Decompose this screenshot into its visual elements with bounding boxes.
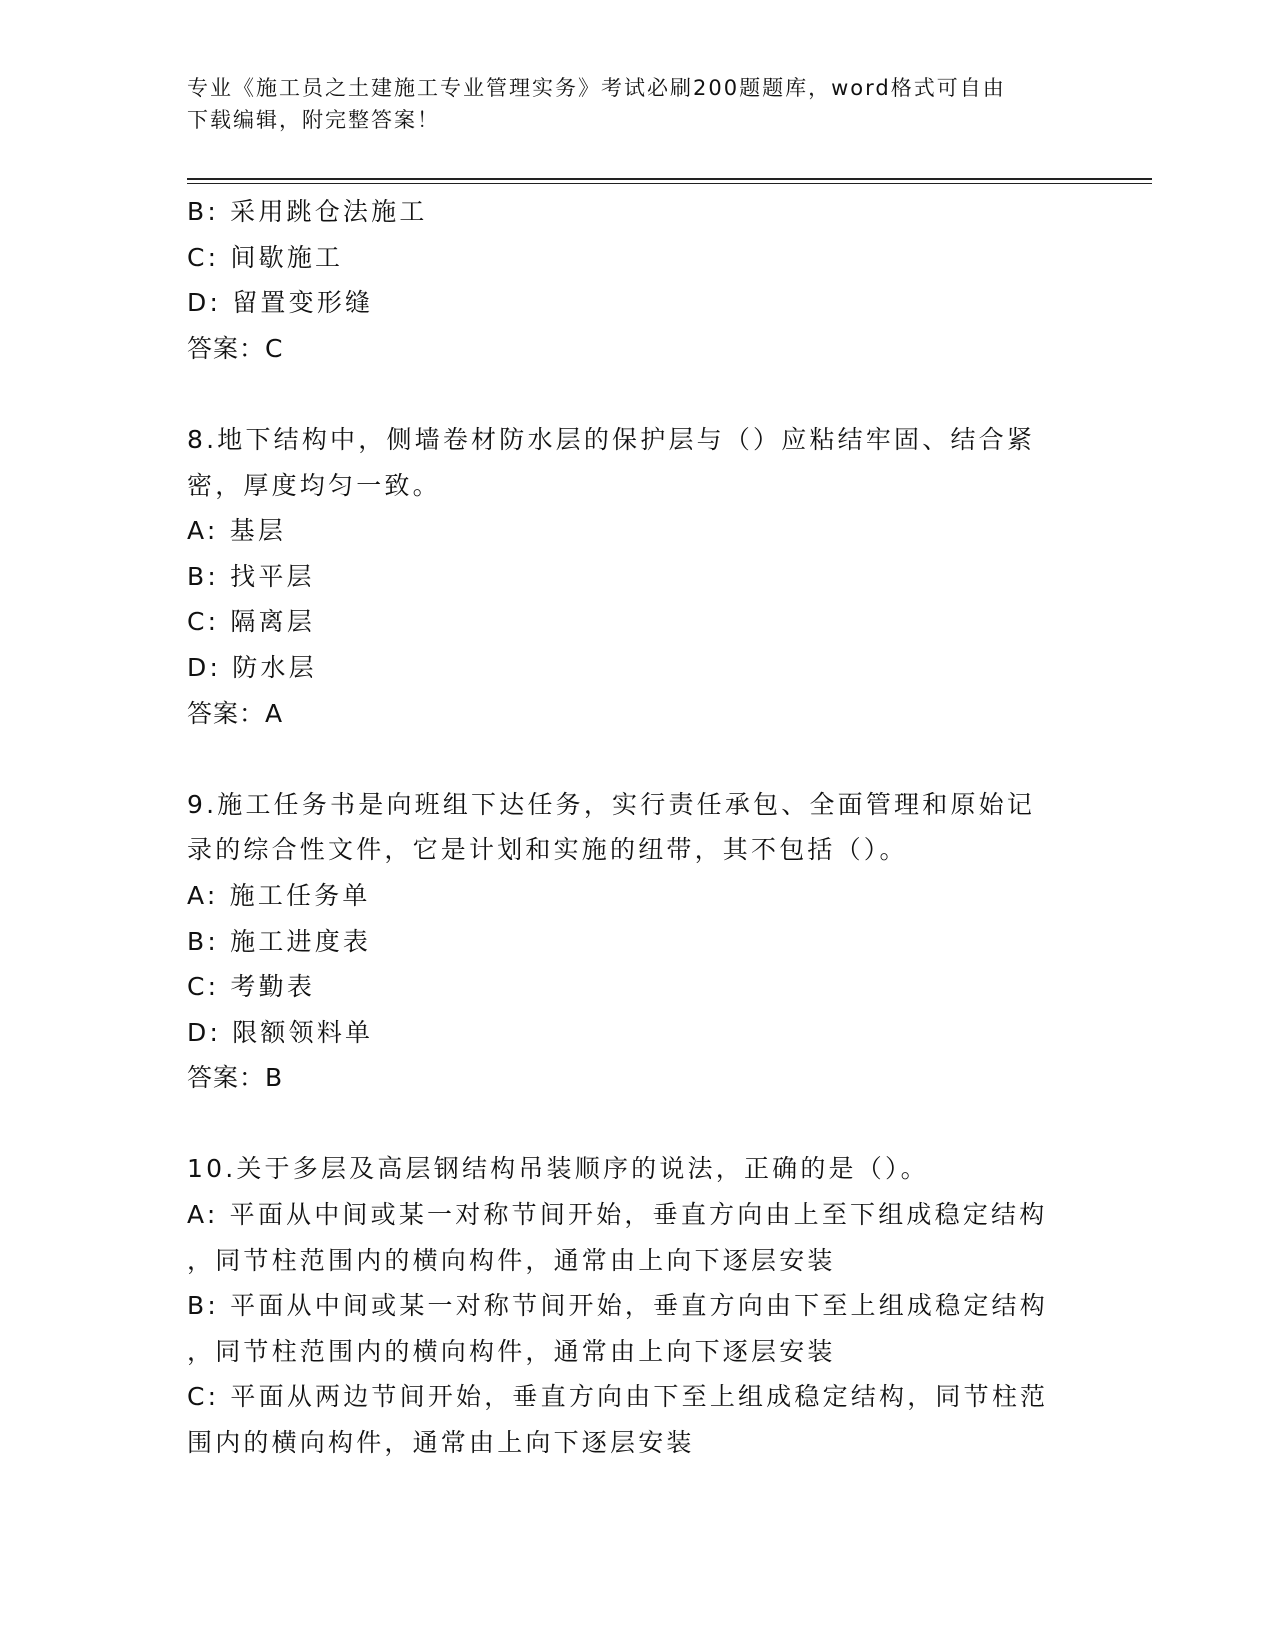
option-b: B: 施工进度表 (187, 926, 372, 956)
option-b-line-2: ，同节柱范围内的横向构件，通常由上向下逐层安装 (187, 1336, 836, 1366)
option-a-line-1: A: 平面从中间或某一对称节间开始，垂直方向由上至下组成稳定结构 (187, 1200, 1048, 1230)
document-body (187, 189, 1087, 1466)
answer: 答案：C (187, 333, 284, 363)
spacer (187, 736, 1087, 782)
question-text-line-1: 8.地下结构中，侧墙卷材防水层的保护层与（）应粘结牢固、结合紧 (187, 424, 1036, 454)
option-b-line-1: B: 平面从中间或某一对称节间开始，垂直方向由下至上组成稳定结构 (187, 1291, 1048, 1321)
option-c: C: 间歇施工 (187, 242, 344, 272)
option-b: B: 采用跳仓法施工 (187, 197, 428, 226)
question-7-tail (187, 189, 1087, 371)
question-text-line-2: 密，厚度均匀一致。 (187, 470, 441, 500)
option-c-line-1: C: 平面从两边节间开始，垂直方向由下至上组成稳定结构，同节柱范 (187, 1382, 1049, 1412)
question-text-line-2: 录的综合性文件，它是计划和实施的纽带，其不包括（）。 (187, 835, 908, 865)
question-10 (187, 1146, 1087, 1465)
option-c: C: 考勤表 (187, 972, 316, 1002)
option-d: D: 限额领料单 (187, 1017, 374, 1047)
option-c: C: 隔离层 (187, 607, 316, 637)
question-text-line-1: 10.关于多层及高层钢结构吊装顺序的说法，正确的是（）。 (187, 1154, 929, 1184)
option-b: B: 找平层 (187, 561, 315, 591)
question-8 (187, 417, 1087, 736)
question-9 (187, 782, 1087, 1101)
page-header (187, 72, 1087, 136)
header-divider (187, 178, 1152, 184)
spacer (187, 371, 1087, 417)
option-d: D: 防水层 (187, 652, 317, 682)
option-c-line-2: 围内的横向构件，通常由上向下逐层安装 (187, 1428, 695, 1458)
answer: 答案：A (187, 698, 284, 728)
spacer (187, 1101, 1087, 1147)
answer: 答案：B (187, 1063, 284, 1093)
option-d: D: 留置变形缝 (187, 288, 374, 318)
header-line-2: 下载编辑，附完整答案！ (187, 108, 440, 132)
option-a: A: 基层 (187, 516, 287, 546)
option-a: A: 施工任务单 (187, 880, 371, 910)
header-line-1: 专业《施工员之土建施工专业管理实务》考试必刷200题题库，word格式可自由 (187, 76, 1006, 100)
question-text-line-1: 9.施工任务书是向班组下达任务，实行责任承包、全面管理和原始记 (187, 789, 1036, 819)
option-a-line-2: ，同节柱范围内的横向构件，通常由上向下逐层安装 (187, 1245, 836, 1275)
